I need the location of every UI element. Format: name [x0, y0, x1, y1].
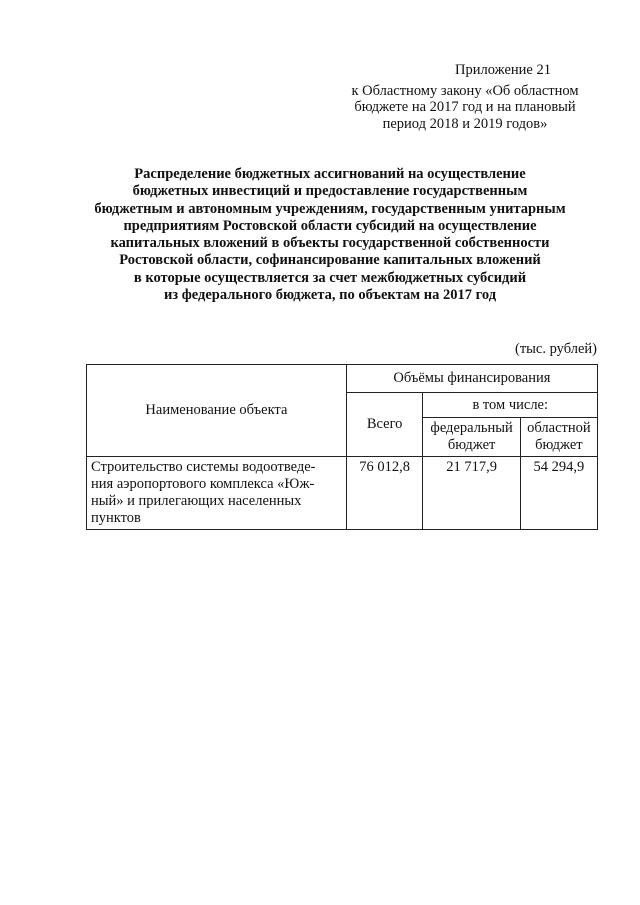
title-line: Распределение бюджетных ассигнований на осуществление	[134, 166, 526, 182]
title-line: капитальных вложений в объекты государственной собственности	[110, 235, 550, 252]
appendix-line: бюджете на 2017 год и на плановый	[354, 99, 576, 115]
header-federal-line: бюджет	[447, 437, 496, 453]
table-row	[87, 457, 598, 530]
cell-federal: 21 717,9	[423, 457, 520, 530]
appendix-title: Приложение 21	[455, 62, 551, 78]
title-line: предприятиям Ростовской области субсидий на осуществление	[123, 217, 537, 234]
header-object-name: Наименование объекта	[87, 365, 347, 457]
header-including: в том числе:	[423, 393, 598, 418]
object-name-line: пунктов	[91, 510, 141, 526]
header-federal-line: федеральный	[430, 420, 513, 436]
title-line: в которые осуществляется за счет межбюджетных субсидий	[133, 269, 527, 286]
appendix-line: к Областному закону «Об областном	[351, 82, 579, 99]
title-line: бюджетным и автономным учреждениям, государственным унитарным	[94, 200, 566, 217]
cell-object-name	[87, 457, 347, 530]
header-financing-volumes: Объёмы финансирования	[346, 365, 597, 393]
cell-total: 76 012,8	[346, 457, 423, 530]
cell-regional: 54 294,9	[520, 457, 597, 530]
object-name-line: Строительство системы водоотведе-	[91, 459, 316, 475]
appendix-line: период 2018 и 2019 годов»	[382, 115, 548, 132]
title-line: из федерального бюджета, по объектам на 2017 год	[163, 287, 497, 304]
title-line: Ростовской области, софинансирование капитальных вложений	[119, 252, 541, 269]
document-title	[80, 166, 580, 304]
budget-table	[86, 364, 598, 530]
appendix-header	[330, 62, 600, 132]
header-federal-budget	[423, 418, 520, 457]
object-name-line: ния аэропортового комплекса «Юж-	[91, 476, 315, 492]
header-total: Всего	[346, 393, 423, 457]
units-label: (тыс. рублей)	[515, 341, 597, 357]
table-header-row	[87, 365, 598, 393]
title-line: бюджетных инвестиций и предоставление государственным	[132, 183, 528, 200]
header-regional-line: областной	[527, 420, 591, 436]
object-name-line: ный» и прилегающих населенных	[91, 493, 302, 509]
header-regional-line: бюджет	[535, 437, 583, 453]
header-regional-budget	[520, 418, 597, 457]
